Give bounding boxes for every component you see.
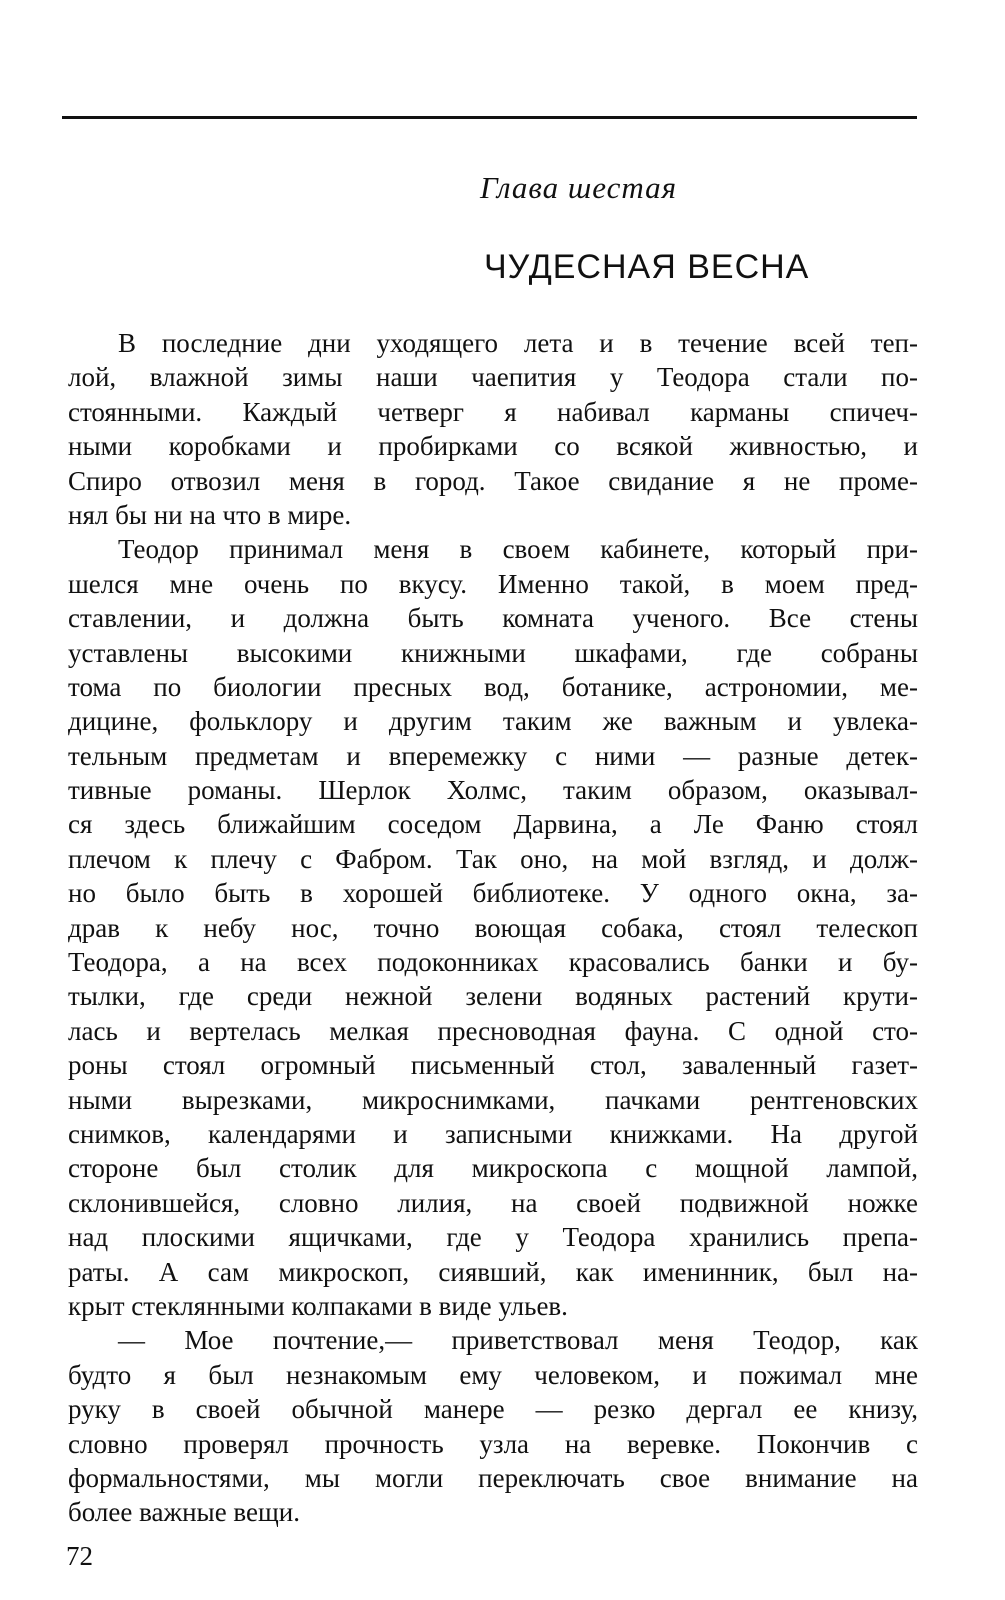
text-line: раты. А сам микроскоп, сиявший, как именинник, был на- — [68, 1256, 918, 1287]
text-line: ными вырезками, микроснимками, пачками рентгеновских — [68, 1084, 918, 1115]
chapter-title: ЧУДЕСНАЯ ВЕСНА — [484, 248, 810, 286]
text-line: крыт стеклянными колпаками в виде ульев. — [68, 1290, 568, 1321]
chapter-label: Глава шестая — [480, 170, 678, 205]
text-line: ставлении, и должна быть комната ученого. Все стены — [68, 603, 918, 634]
top-rule — [62, 116, 917, 119]
text-line: склонившейся, словно лилия, на своей подвижной ножке — [68, 1187, 918, 1218]
text-line: тельным предметам и вперемежку с ними — разные детек- — [68, 740, 918, 771]
text-line: уставлены высокими книжными шкафами, где собраны — [68, 637, 918, 668]
text-line: словно проверял прочность узла на веревке. Покончив с — [68, 1428, 918, 1459]
page-number: 72 — [66, 1541, 93, 1571]
text-line: Теодор принимал меня в своем кабинете, который при- — [118, 534, 918, 565]
text-line: тылки, где среди нежной зелени водяных растений крути- — [68, 981, 918, 1012]
text-line: нял бы ни на что в мире. — [68, 499, 352, 530]
text-line: снимков, календарями и записными книжками. На другой — [68, 1118, 918, 1149]
text-line: над плоскими ящичками, где у Теодора хранились препа- — [68, 1222, 918, 1253]
text-line: но было быть в хорошей библиотеке. У одного окна, за- — [68, 878, 918, 909]
text-line: плечом к плечу с Фабром. Так оно, на мой взгляд, и долж- — [68, 843, 918, 874]
text-line: формальностями, мы могли переключать свое внимание на — [68, 1462, 918, 1493]
text-line: Спиро отвозил меня в город. Такое свидание я не проме- — [68, 465, 918, 496]
text-line: стороне был столик для микроскопа с мощной лампой, — [68, 1153, 918, 1184]
text-line: лой, влажной зимы наши чаепития у Теодора стали по- — [68, 362, 918, 393]
text-line: ными коробками и пробирками со всякой живностью, и — [68, 431, 918, 462]
text-line: В последние дни уходящего лета и в течение всей теп- — [118, 328, 918, 358]
text-body — [68, 326, 918, 1530]
text-line: тома по биологии пресных вод, ботанике, астрономии, ме- — [68, 671, 918, 702]
text-line: ся здесь ближайшим соседом Дарвина, а Ле Фаню стоял — [68, 809, 918, 840]
text-line: шелся мне очень по вкусу. Именно такой, в моем пред- — [68, 568, 918, 599]
text-line: более важные вещи. — [68, 1497, 300, 1528]
text-line: Теодора, а на всех подоконниках красовались банки и бу- — [68, 947, 918, 978]
text-line: руку в своей обычной манере — резко дергал ее книзу, — [68, 1394, 918, 1425]
text-line: роны стоял огромный письменный стол, заваленный газет- — [68, 1050, 918, 1081]
text-line: стоянными. Каждый четверг я набивал карманы спичеч- — [68, 396, 918, 427]
text-line: будто я был незнакомым ему человеком, и пожимал мне — [68, 1359, 918, 1390]
text-line: лась и вертелась мелкая пресноводная фауна. С одной сто- — [68, 1015, 918, 1046]
text-line: — Мое почтение,— приветствовал меня Теодор, как — [118, 1325, 918, 1356]
text-line: драв к небу нос, точно воющая собака, стоял телескоп — [68, 912, 918, 943]
text-line: дицине, фольклору и другим таким же важным и увлека- — [68, 706, 918, 737]
text-line: тивные романы. Шерлок Холмс, таким образом, оказывал- — [68, 775, 918, 806]
